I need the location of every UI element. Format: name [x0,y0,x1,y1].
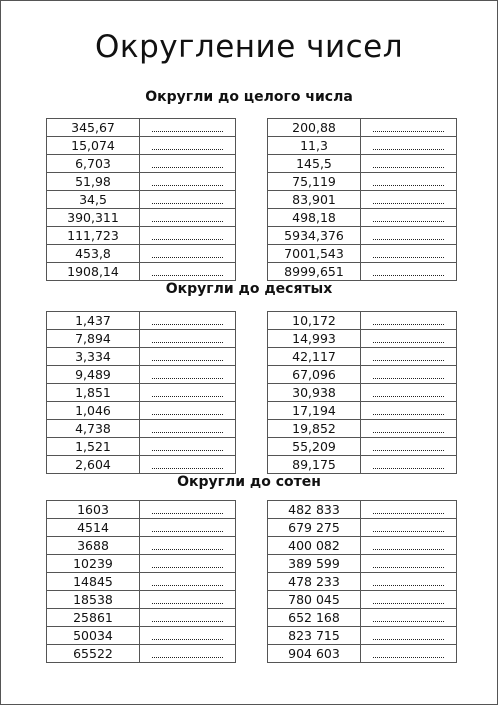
table-tenths-right [267,311,457,474]
table-row [268,456,457,474]
table-row [47,137,236,155]
number-cell: 453,8 [47,245,140,263]
answer-blank[interactable] [140,438,236,456]
table-row [268,438,457,456]
answer-blank[interactable] [361,438,457,456]
table-row [47,330,236,348]
answer-blank[interactable] [140,402,236,420]
answer-blank[interactable] [361,627,457,645]
dotted-answer-line [373,203,444,204]
dotted-answer-line [152,657,223,658]
number-cell: 25861 [47,609,140,627]
answer-blank[interactable] [361,591,457,609]
dotted-answer-line [373,621,444,622]
number-cell: 65522 [47,645,140,663]
answer-blank[interactable] [140,573,236,591]
answer-blank[interactable] [361,191,457,209]
number-cell: 6,703 [47,155,140,173]
dotted-answer-line [373,639,444,640]
answer-blank[interactable] [140,627,236,645]
dotted-answer-line [152,414,223,415]
dotted-answer-line [152,324,223,325]
table-row [268,573,457,591]
answer-blank[interactable] [140,555,236,573]
number-cell: 17,194 [268,402,361,420]
number-cell: 145,5 [268,155,361,173]
dotted-answer-line [152,549,223,550]
answer-blank[interactable] [361,348,457,366]
dotted-answer-line [152,149,223,150]
answer-blank[interactable] [361,573,457,591]
answer-blank[interactable] [140,155,236,173]
number-cell: 1908,14 [47,263,140,281]
dotted-answer-line [152,221,223,222]
number-cell: 679 275 [268,519,361,537]
dotted-answer-line [373,378,444,379]
answer-blank[interactable] [361,537,457,555]
dotted-answer-line [373,468,444,469]
number-cell: 34,5 [47,191,140,209]
dotted-answer-line [373,360,444,361]
number-cell: 904 603 [268,645,361,663]
dotted-answer-line [152,396,223,397]
table-whole-left [46,118,236,281]
table-row [268,645,457,663]
number-cell: 478 233 [268,573,361,591]
table-row [268,312,457,330]
dotted-answer-line [152,203,223,204]
table-row [268,137,457,155]
table-row [268,537,457,555]
section-heading-hundreds: Округли до сотен [177,474,321,490]
answer-blank[interactable] [361,555,457,573]
table-row [47,191,236,209]
number-cell: 3,334 [47,348,140,366]
dotted-answer-line [373,257,444,258]
table-row [268,420,457,438]
dotted-answer-line [152,531,223,532]
table-row [47,245,236,263]
number-cell: 200,88 [268,119,361,137]
dotted-answer-line [373,239,444,240]
number-cell: 89,175 [268,456,361,474]
answer-blank[interactable] [140,209,236,227]
dotted-answer-line [373,603,444,604]
page-title: Округление чисел [94,29,404,65]
number-cell: 4,738 [47,420,140,438]
table-row [47,227,236,245]
table-row [268,245,457,263]
number-cell: 2,604 [47,456,140,474]
number-cell: 83,901 [268,191,361,209]
answer-blank[interactable] [140,645,236,663]
number-cell: 19,852 [268,420,361,438]
answer-blank[interactable] [140,537,236,555]
number-cell: 67,096 [268,366,361,384]
table-row [47,173,236,191]
answer-blank[interactable] [361,227,457,245]
dotted-answer-line [152,257,223,258]
table-row [47,591,236,609]
table-row [268,348,457,366]
answer-blank[interactable] [140,366,236,384]
dotted-answer-line [152,603,223,604]
answer-blank[interactable] [140,420,236,438]
dotted-answer-line [373,275,444,276]
dotted-answer-line [373,432,444,433]
number-cell: 390,311 [47,209,140,227]
number-cell: 42,117 [268,348,361,366]
answer-blank[interactable] [140,137,236,155]
dotted-answer-line [373,185,444,186]
table-row [268,402,457,420]
table-row [47,155,236,173]
table-row [47,402,236,420]
dotted-answer-line [373,342,444,343]
number-cell: 111,723 [47,227,140,245]
answer-blank[interactable] [140,591,236,609]
table-row [47,645,236,663]
number-cell: 1603 [47,501,140,519]
answer-blank[interactable] [361,119,457,137]
answer-blank[interactable] [361,245,457,263]
answer-blank[interactable] [140,119,236,137]
dotted-answer-line [373,396,444,397]
number-cell: 345,67 [47,119,140,137]
table-row [47,519,236,537]
table-row [47,366,236,384]
table-row [47,438,236,456]
number-cell: 780 045 [268,591,361,609]
answer-blank[interactable] [361,501,457,519]
table-row [268,366,457,384]
table-row [268,627,457,645]
answer-blank[interactable] [361,312,457,330]
answer-blank[interactable] [140,456,236,474]
table-row [47,119,236,137]
table-hundreds-left [46,500,236,663]
answer-blank[interactable] [361,366,457,384]
answer-blank[interactable] [140,501,236,519]
number-cell: 10,172 [268,312,361,330]
dotted-answer-line [152,621,223,622]
dotted-answer-line [373,149,444,150]
number-cell: 4514 [47,519,140,537]
dotted-answer-line [373,513,444,514]
number-cell: 3688 [47,537,140,555]
table-whole-right [267,118,457,281]
answer-blank[interactable] [361,155,457,173]
number-cell: 482 833 [268,501,361,519]
number-cell: 8999,651 [268,263,361,281]
answer-blank[interactable] [361,519,457,537]
table-row [268,209,457,227]
dotted-answer-line [373,131,444,132]
number-cell: 10239 [47,555,140,573]
table-row [268,501,457,519]
table-row [268,173,457,191]
dotted-answer-line [373,167,444,168]
answer-blank[interactable] [361,137,457,155]
number-cell: 1,437 [47,312,140,330]
table-row [268,227,457,245]
answer-blank[interactable] [140,245,236,263]
number-cell: 389 599 [268,555,361,573]
number-cell: 30,938 [268,384,361,402]
answer-blank[interactable] [361,402,457,420]
table-row [47,420,236,438]
table-hundreds-right [267,500,457,663]
dotted-answer-line [152,450,223,451]
number-cell: 1,851 [47,384,140,402]
table-row [47,312,236,330]
number-cell: 1,521 [47,438,140,456]
answer-blank[interactable] [361,173,457,191]
table-row [268,609,457,627]
table-row [47,384,236,402]
dotted-answer-line [152,378,223,379]
dotted-answer-line [373,531,444,532]
answer-blank[interactable] [140,348,236,366]
number-cell: 1,046 [47,402,140,420]
answer-blank[interactable] [361,420,457,438]
number-cell: 498,18 [268,209,361,227]
table-row [47,537,236,555]
dotted-answer-line [152,639,223,640]
number-cell: 15,074 [47,137,140,155]
table-row [268,263,457,281]
dotted-answer-line [152,275,223,276]
answer-blank[interactable] [140,519,236,537]
answer-blank[interactable] [361,609,457,627]
number-cell: 51,98 [47,173,140,191]
table-row [268,119,457,137]
section-heading-whole: Округли до целого числа [145,89,353,105]
table-tenths-left [46,311,236,474]
dotted-answer-line [152,360,223,361]
table-row [47,348,236,366]
table-row [47,573,236,591]
number-cell: 9,489 [47,366,140,384]
table-row [268,555,457,573]
dotted-answer-line [373,221,444,222]
table-row [268,384,457,402]
answer-blank[interactable] [140,191,236,209]
answer-blank[interactable] [140,330,236,348]
table-row [268,519,457,537]
number-cell: 7001,543 [268,245,361,263]
answer-blank[interactable] [140,384,236,402]
table-row [268,155,457,173]
dotted-answer-line [373,324,444,325]
answer-blank[interactable] [140,263,236,281]
table-row [268,591,457,609]
dotted-answer-line [373,657,444,658]
number-cell: 50034 [47,627,140,645]
table-row [47,501,236,519]
answer-blank[interactable] [361,384,457,402]
answer-blank[interactable] [361,209,457,227]
dotted-answer-line [373,585,444,586]
number-cell: 14,993 [268,330,361,348]
answer-blank[interactable] [361,645,457,663]
table-row [47,263,236,281]
dotted-answer-line [152,185,223,186]
dotted-answer-line [152,239,223,240]
dotted-answer-line [152,468,223,469]
answer-blank[interactable] [140,173,236,191]
dotted-answer-line [373,549,444,550]
answer-blank[interactable] [140,227,236,245]
dotted-answer-line [373,450,444,451]
number-cell: 5934,376 [268,227,361,245]
number-cell: 652 168 [268,609,361,627]
number-cell: 823 715 [268,627,361,645]
answer-blank[interactable] [361,263,457,281]
dotted-answer-line [152,567,223,568]
number-cell: 14845 [47,573,140,591]
number-cell: 7,894 [47,330,140,348]
dotted-answer-line [152,342,223,343]
dotted-answer-line [152,585,223,586]
section-heading-tenths: Округли до десятых [165,281,333,297]
number-cell: 75,119 [268,173,361,191]
answer-blank[interactable] [140,609,236,627]
answer-blank[interactable] [361,456,457,474]
table-row [47,555,236,573]
dotted-answer-line [152,131,223,132]
dotted-answer-line [373,414,444,415]
number-cell: 55,209 [268,438,361,456]
number-cell: 11,3 [268,137,361,155]
answer-blank[interactable] [140,312,236,330]
table-row [47,627,236,645]
number-cell: 18538 [47,591,140,609]
table-row [268,191,457,209]
dotted-answer-line [373,567,444,568]
table-row [47,209,236,227]
dotted-answer-line [152,167,223,168]
table-row [47,456,236,474]
dotted-answer-line [152,513,223,514]
table-row [268,330,457,348]
dotted-answer-line [152,432,223,433]
answer-blank[interactable] [361,330,457,348]
table-row [47,609,236,627]
number-cell: 400 082 [268,537,361,555]
